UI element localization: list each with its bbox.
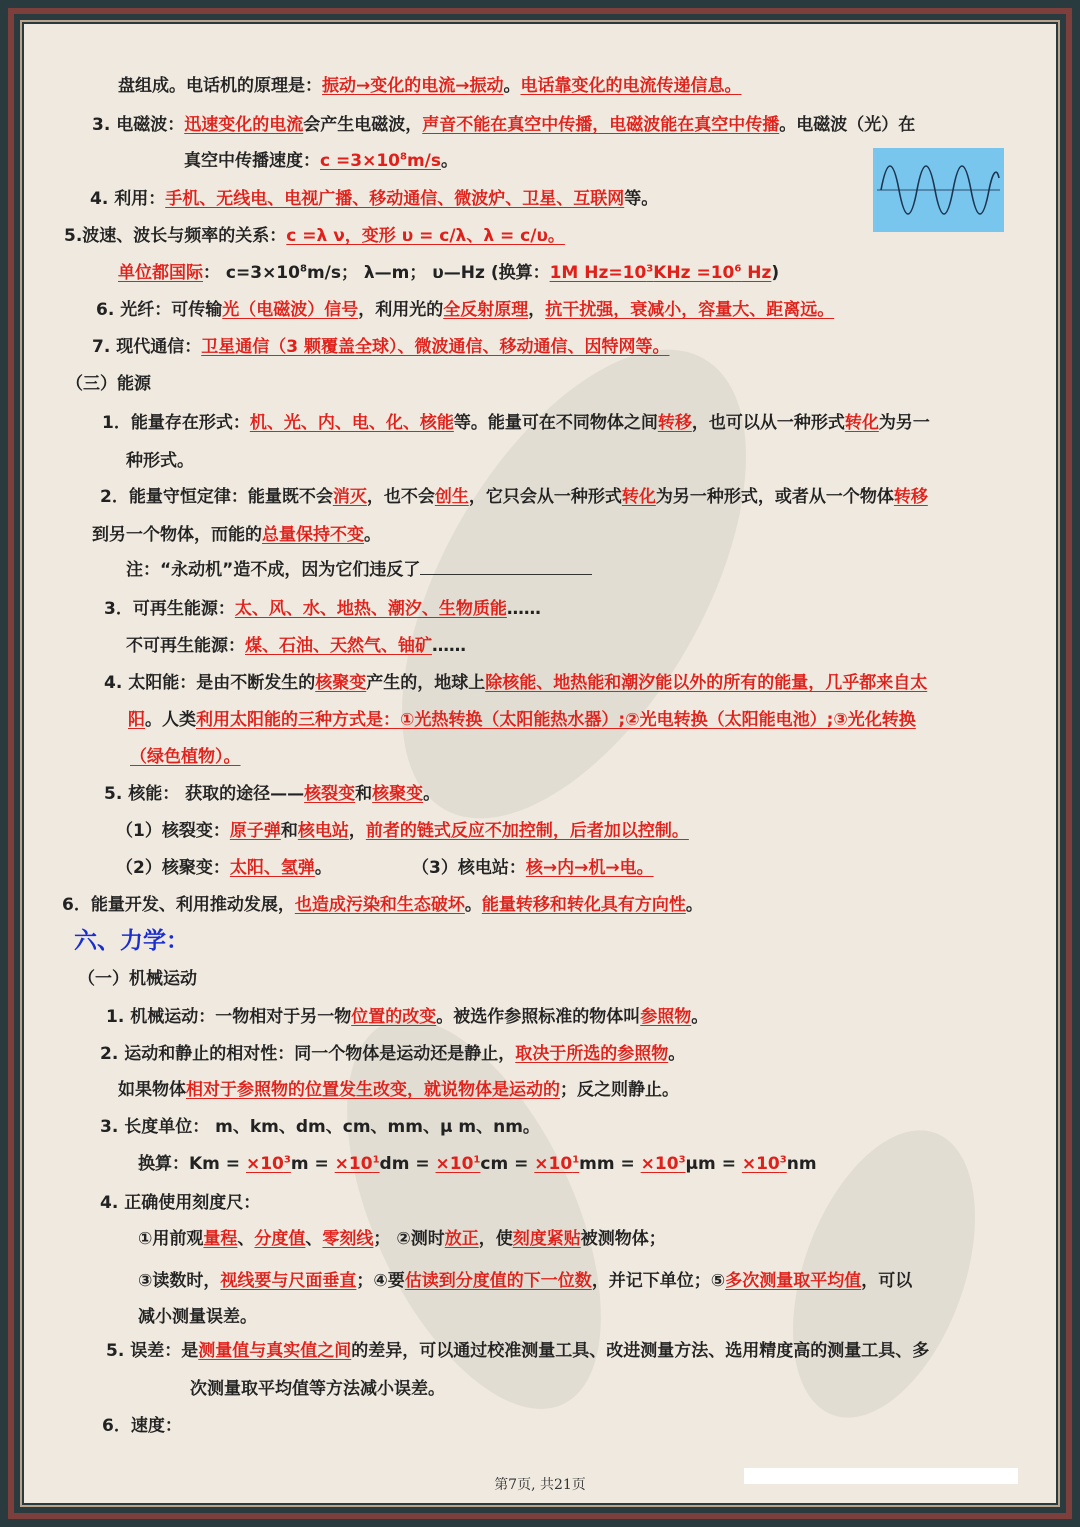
text-line: 6. 光纤：可传输光（电磁波）信号，利用光的全反射原理，抗干扰强，衰减小，容量大、距离远。	[96, 300, 835, 320]
text-line: 减小测量误差。	[138, 1307, 257, 1327]
text-line: 3．可再生能源：太、风、水、地热、潮汐、生物质能……	[104, 599, 541, 619]
text-line: ①用前观量程、分度值、零刻线； ②测时放正，使刻度紧贴被测物体；	[138, 1229, 666, 1249]
text-line: 如果物体相对于参照物的位置发生改变，就说物体是运动的；反之则静止。	[118, 1080, 679, 1100]
section-heading: （三）能源	[66, 374, 151, 394]
text-line: 不可再生能源：煤、石油、天然气、铀矿……	[126, 636, 466, 656]
text-line: 3. 长度单位： m、km、dm、cm、mm、μ m、nm。	[100, 1117, 540, 1137]
text-line: 1. 机械运动：一物相对于另一物位置的改变。被选作参照标准的物体叫参照物。	[106, 1007, 709, 1027]
text-line: ③读数时，视线要与尺面垂直；④要估读到分度值的下一位数，并记下单位；⑤多次测量取平均值，可以	[138, 1271, 913, 1291]
text-line: 1．能量存在形式：机、光、内、电、化、核能等。能量可在不同物体之间转移，也可以从一种形式转化为另一	[102, 413, 930, 433]
text-line: 2. 运动和静止的相对性：同一个物体是运动还是静止，取决于所选的参照物。	[100, 1044, 686, 1064]
text-line: 种形式。	[126, 451, 194, 471]
text-line: 3. 电磁波：迅速变化的电流会产生电磁波，声音不能在真空中传播，电磁波能在真空中传播。电磁波（光）在	[92, 115, 916, 135]
section-heading: （一）机械运动	[78, 969, 197, 989]
page-footer: 第7页, 共21页	[494, 1477, 586, 1493]
text-line: 4. 利用：手机、无线电、电视广播、移动通信、微波炉、卫星、互联网等。	[90, 189, 659, 209]
text-line: 单位都国际： $c=3\times 10^8m/s$； λ—m； υ—Hz (换算：1M $Hz=10^3KHz =10^6$ Hz)	[118, 263, 780, 283]
text-line: 2．能量守恒定律：能量既不会消灭，也不会创生，它只会从一种形式转化为另一种形式，或者从一个物体转移	[100, 487, 928, 507]
text-line: 4. 太阳能：是由不断发生的核聚变产生的，地球上除核能、地热能和潮汐能以外的所有的能量，几乎都来自太	[104, 673, 928, 693]
text-line: （3）核电站：核→内→机→电。	[412, 858, 654, 878]
text-line: （2）核聚变：太阳、氢弹。	[116, 858, 332, 878]
text-line: 注：“永动机”造不成，因为它们违反了	[126, 558, 592, 582]
text-line: 6．能量开发、利用推动发展，也造成污染和生态破坏。能量转移和转化具有方向性。	[62, 895, 703, 915]
fill-in-blank	[420, 558, 592, 575]
text-line: 7. 现代通信：卫星通信（3 颗覆盖全球）、微波通信、移动通信、因特网等。	[92, 337, 670, 357]
text-line: 6．速度：	[102, 1416, 182, 1436]
text-line: 4. 正确使用刻度尺：	[100, 1193, 261, 1213]
text-line: 真空中传播速度：$c =3\times 10^8m/s$。	[184, 151, 458, 171]
text-line: 5.波速、波长与频率的关系：c =λ ν，变形 υ = c/λ、λ = c/υ。	[64, 226, 565, 246]
text-line: 盘组成。电话机的原理是：振动→变化的电流→振动。电话靠变化的电流传递信息。	[118, 76, 742, 96]
text-line: （1）核裂变：原子弹和核电站，前者的链式反应不加控制，后者加以控制。	[116, 821, 689, 841]
text-line: 到另一个物体，而能的总量保持不变。	[92, 525, 381, 545]
chapter-heading: 六、力学：	[74, 928, 189, 954]
text-line: 阳。人类利用太阳能的三种方式是：①光热转换（太阳能热水器）;②光电转换（太阳能电池）;③光化转换	[128, 710, 916, 730]
sine-wave-icon	[873, 148, 1004, 232]
wave-diagram	[873, 148, 1004, 232]
text-line: 5. 核能： 获取的途径——核裂变和核聚变。	[104, 784, 441, 804]
text-line: （绿色植物）。	[130, 747, 241, 767]
text-line: 换算：$Km = \times 10^3m = \times 10^1dm = \times 10^1cm = \times 10^1mm = \times 10^3\mu m = \times 10^3nm$	[138, 1154, 817, 1174]
text-line: 次测量取平均值等方法减小误差。	[190, 1379, 445, 1399]
text-line: 5. 误差：是测量值与真实值之间的差异，可以通过校准测量工具、改进测量方法、选用精度高的测量工具、多	[106, 1341, 930, 1361]
